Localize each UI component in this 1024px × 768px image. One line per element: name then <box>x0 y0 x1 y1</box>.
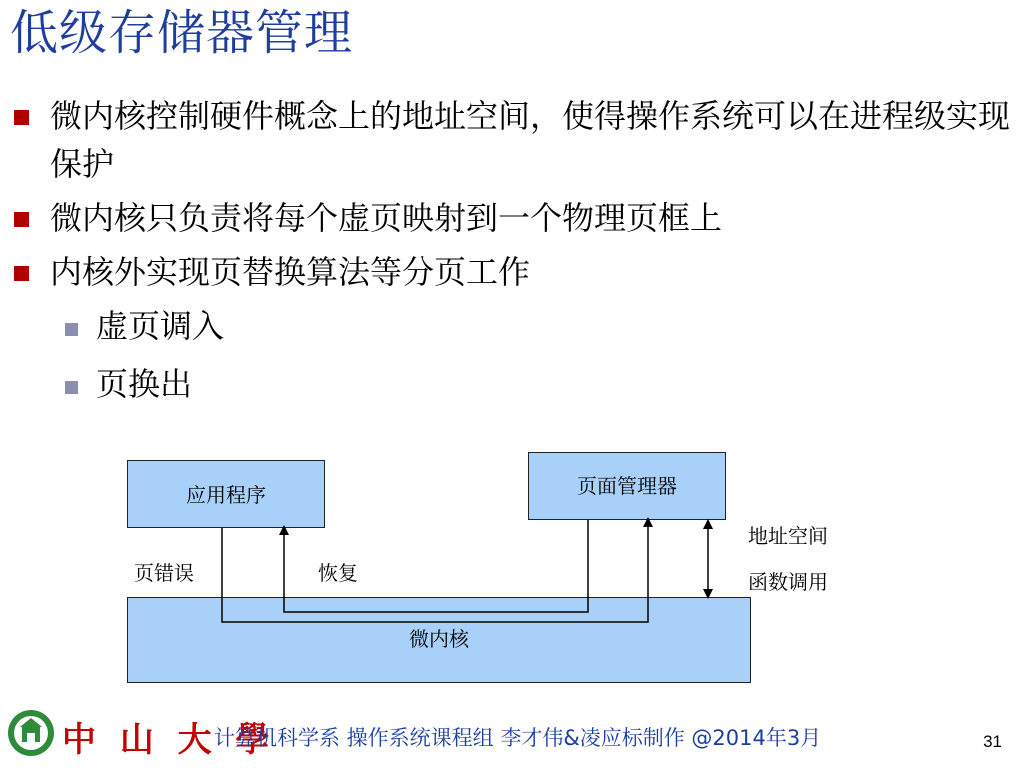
resume-label: 恢复 <box>318 561 358 585</box>
microkernel-box-label: 微内核 <box>409 627 469 651</box>
function-call-label: 函数调用 <box>748 570 828 594</box>
university-seal-icon <box>6 708 56 758</box>
footer <box>0 700 1024 768</box>
bullet-text: 微内核控制硬件概念上的地址空间，使得操作系统可以在进程级实现保护 <box>50 97 1011 183</box>
sub-bullet-text: 页换出 <box>96 365 193 403</box>
page-number: 31 <box>983 732 1002 751</box>
university-name: 中 山 大 學 <box>62 720 276 760</box>
course-credit: 计算机科学系 操作系统课程组 李才伟&凌应标制作 @2014年3月 <box>214 726 822 750</box>
slide-title: 低级存储器管理 <box>10 5 354 61</box>
address-space-label: 地址空间 <box>748 524 828 548</box>
bullet-text: 内核外实现页替换算法等分页工作 <box>50 253 531 291</box>
bullet-text: 微内核只负责将每个虚页映射到一个物理页框上 <box>50 199 723 237</box>
sub-bullet-text: 虚页调入 <box>96 307 225 345</box>
pager-box-label: 页面管理器 <box>577 474 677 498</box>
application-box-label: 应用程序 <box>186 483 266 507</box>
page-fault-path <box>222 522 648 622</box>
page-fault-label: 页错误 <box>134 561 194 585</box>
